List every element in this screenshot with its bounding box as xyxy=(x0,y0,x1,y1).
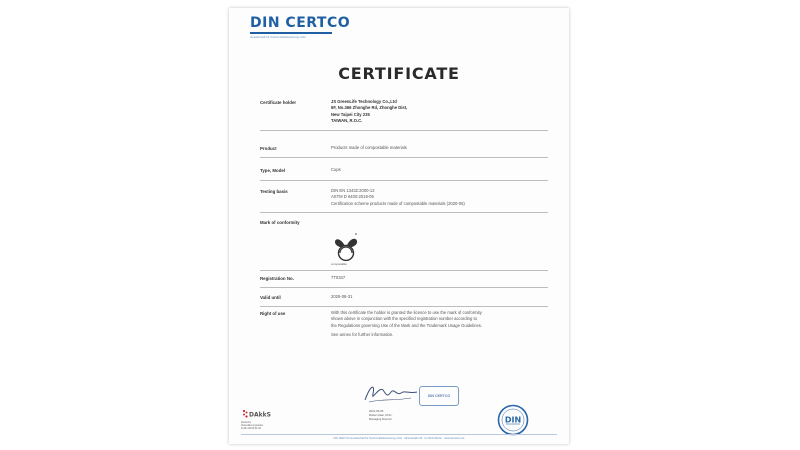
testing-value xyxy=(331,188,465,207)
dakks-caption-line-1: Deutsche xyxy=(241,421,252,424)
right-of-use-line-1: With this certificate the holder is granted the licence to use the mark of conformity xyxy=(331,310,482,315)
holder-value xyxy=(331,99,407,125)
din-seal-icon xyxy=(497,404,529,436)
right-of-use-line-2: shown above in conjunction with the specified registration number according to xyxy=(331,316,477,322)
testing-standard-2: ASTM D 6400:2019-05 xyxy=(331,194,374,200)
signatory-name: Robert Zaar, M.Sc. xyxy=(369,413,393,417)
signature-block xyxy=(369,409,392,421)
signature-date: 2021-09-09 xyxy=(369,409,384,413)
holder-address-line-3: TAIWAN, R.O.C. xyxy=(331,118,363,124)
holder-name: JS GreenLife Technology Co.,Ltd xyxy=(331,99,397,104)
testing-scheme: Certification scheme products made of compostable materials (2020-05) xyxy=(331,200,465,206)
type-label: Type, Model xyxy=(260,168,286,173)
mark-label: Mark of conformity xyxy=(260,220,300,225)
product-label: Product xyxy=(260,146,277,151)
registration-value: 7T0347 xyxy=(331,275,346,280)
testing-standard-1: DIN EN 13432:2000-12 xyxy=(331,188,375,193)
type-value: Cups xyxy=(331,167,341,172)
valid-until-value: 2026-08-31 xyxy=(331,294,353,299)
divider xyxy=(260,270,548,271)
logo-underline xyxy=(250,32,332,34)
holder-address-line-2: New Taipei City 235 xyxy=(331,111,370,117)
footer-divider xyxy=(241,434,557,435)
svg-text:R: R xyxy=(355,232,358,236)
logo-text: DIN CERTCO xyxy=(250,15,351,31)
right-of-use-line-3: the Regulations governing Use of the Mark and the Trademark Usage Guidelines. xyxy=(331,322,483,328)
registration-label: Registration No. xyxy=(260,276,294,281)
signature-image xyxy=(361,380,421,408)
dakks-caption-line-2: Akkreditierungsstelle xyxy=(241,424,264,428)
product-value: Products made of compostable materials xyxy=(331,145,407,150)
certificate-title: CERTIFICATE xyxy=(338,64,460,83)
compostable-seedling-icon xyxy=(333,231,359,261)
divider xyxy=(260,180,548,181)
divider xyxy=(260,157,548,158)
right-of-use-value xyxy=(331,310,482,339)
divider xyxy=(260,130,548,131)
dakks-caption xyxy=(241,421,273,431)
divider xyxy=(260,287,548,288)
mark-caption: compostable xyxy=(331,262,347,266)
footer-address: DIN CERTCO Gesellschaft für Konformitätsbewertung mbH · Alboinstraße 56 · D-12103 Berlin · www.dincertco.de xyxy=(333,437,465,440)
signatory-role: Managing Director xyxy=(369,417,392,421)
right-of-use-label: Right of use xyxy=(260,311,286,316)
company-stamp: DIN CERTCO xyxy=(419,386,459,406)
divider xyxy=(260,212,548,213)
divider xyxy=(260,306,548,307)
certificate-page xyxy=(229,8,569,444)
holder-label: Certificate holder xyxy=(260,100,297,105)
dakks-logo xyxy=(241,408,273,420)
dakks-name: DAkkS xyxy=(249,411,271,419)
din-certco-logo xyxy=(250,16,350,39)
holder-address-line-1: 6F, No.366 Zhonghe Rd, Zhonghe Dist, xyxy=(331,105,408,111)
dakks-caption-line-3: D-ZE-12155-01-00 xyxy=(241,427,261,431)
din-seal-text: DIN xyxy=(504,415,522,425)
testing-label: Testing basis xyxy=(260,189,288,194)
logo-subtitle: Gesellschaft für Konformitätsbewertung mbH xyxy=(250,34,306,39)
valid-until-label: Valid until xyxy=(260,295,281,300)
see-annex-note: See annex for further information. xyxy=(331,332,394,338)
